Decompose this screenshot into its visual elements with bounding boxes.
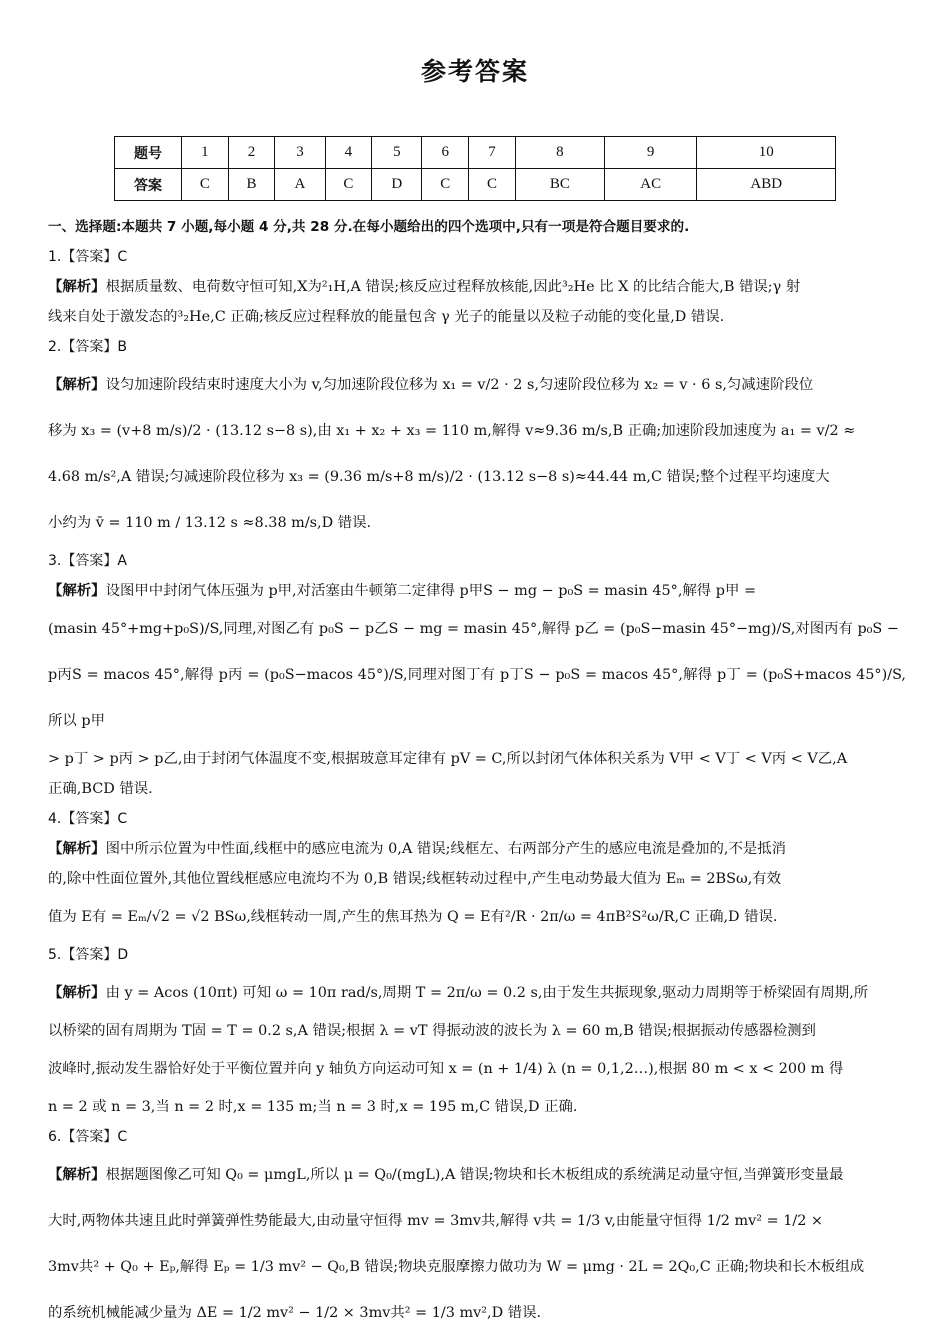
question-5-answer: 5.【答案】D — [48, 947, 129, 963]
text-line: p丙S = macos 45°,解得 p丙 = (p₀S−macos 45°)/S,同理对图丁有 p丁S − p₀S = macos 45°,解得 p丁 = (p₀S+macos 45°)/S,所以 p甲 — [48, 667, 906, 729]
question-4-answer: 4.【答案】C — [48, 811, 128, 827]
question-6-answer: 6.【答案】C — [48, 1129, 128, 1145]
answer-cell: C — [469, 169, 516, 201]
text-line: 3mv共² + Q₀ + Eₚ,解得 Eₚ = 1/3 mv² − Q₀,B 错误;物块克服摩擦力做功为 W = μmg · 2L = 2Q₀,C 正确;物块和长木板组成 — [48, 1259, 865, 1275]
explain-tag: 【解析】 — [48, 841, 106, 857]
explain-tag: 【解析】 — [48, 985, 106, 1001]
text-line: 移为 x₃ = (v+8 m/s)/2 · (13.12 s−8 s),由 x₁ + x₂ + x₃ = 110 m,解得 v≈9.36 m/s,B 正确;加速阶段加速度为 a₁ = v/2 ≈ — [48, 423, 856, 439]
explain-tag: 【解析】 — [48, 583, 106, 599]
section-heading: 一、选择题:本题共 7 小题,每小题 4 分,共 28 分.在每小题给出的四个选项中,只有一项是符合题目要求的. — [48, 219, 690, 235]
answer-table — [114, 136, 836, 201]
table-row — [115, 137, 836, 169]
question-4-explanation: 【解析】图中所示位置为中性面,线框中的感应电流为 0,A 错误;线框左、右两部分产生的感应电流是叠加的,不是抵消 — [48, 841, 787, 857]
question-3-answer: 3.【答案】A — [48, 553, 127, 569]
question-3-explanation: 【解析】设图甲中封闭气体压强为 p甲,对活塞由牛顿第二定律得 p甲S − mg − p₀S = masin 45°,解得 p甲 = — [48, 583, 757, 599]
text-line: > p丁 > p丙 > p乙,由于封闭气体温度不变,根据玻意耳定律有 pV = C,所以封闭气体体积关系为 V甲 < V丁 < V丙 < V乙,A — [48, 751, 848, 767]
text-line: 的系统机械能减少量为 ΔE = 1/2 mv² − 1/2 × 3mv共² = 1/3 mv²,D 错误. — [48, 1305, 542, 1321]
answer-cell: A — [275, 169, 325, 201]
text-line: (masin 45°+mg+p₀S)/S,同理,对图乙有 p₀S − p乙S − mg = masin 45°,解得 p乙 = (p₀S−masin 45°−mg)/S,对图丙有 p₀S − — [48, 621, 899, 637]
number-cell: 6 — [422, 137, 469, 169]
answer-cell: BC — [515, 169, 604, 201]
question-2-answer: 2.【答案】B — [48, 339, 127, 355]
number-cell: 9 — [604, 137, 697, 169]
number-cell: 2 — [228, 137, 275, 169]
answer-cell: C — [325, 169, 372, 201]
number-cell: 10 — [697, 137, 836, 169]
number-cell: 7 — [469, 137, 516, 169]
question-5-explanation: 【解析】由 y = Acos (10πt) 可知 ω = 10π rad/s,周期 T = 2π/ω = 0.2 s,由于发生共振现象,驱动力周期等于桥梁固有周期,所 — [48, 985, 869, 1001]
number-cell: 4 — [325, 137, 372, 169]
text-line: 大时,两物体共速且此时弹簧弹性势能最大,由动量守恒得 mv = 3mv共,解得 v共 = 1/3 v,由能量守恒得 1/2 mv² = 1/2 × — [48, 1213, 823, 1229]
page-title: 参考答案 — [420, 57, 529, 86]
text-line: 以桥梁的固有周期为 T固 = T = 0.2 s,A 错误;根据 λ = vT 得振动波的波长为 λ = 60 m,B 错误;根据振动传感器检测到 — [48, 1023, 816, 1039]
question-6-explanation: 【解析】根据题图像乙可知 Q₀ = μmgL,所以 μ = Q₀/(mgL),A 错误;物块和长木板组成的系统满足动量守恒,当弹簧形变量最 — [48, 1167, 844, 1183]
explain-tag: 【解析】 — [48, 1167, 106, 1183]
text-line: 4.68 m/s²,A 错误;匀减速阶段位移为 x₃ = (9.36 m/s+8 m/s)/2 · (13.12 s−8 s)≈44.44 m,C 错误;整个过程平均速度大 — [48, 469, 830, 485]
row-header: 答案 — [115, 169, 182, 201]
answer-cell: AC — [604, 169, 697, 201]
text-line: 值为 E有 = Eₘ/√2 = √2 BSω,线框转动一周,产生的焦耳热为 Q = E有²/R · 2π/ω = 4πB²S²ω/R,C 正确,D 错误. — [48, 909, 778, 925]
table-row — [115, 169, 836, 201]
question-1-explanation: 【解析】根据质量数、电荷数守恒可知,X为²₁H,A 错误;核反应过程释放核能,因此³₂He 比 X 的比结合能大,B 错误;γ 射 — [48, 279, 801, 295]
question-2-explanation: 【解析】设匀加速阶段结束时速度大小为 v,匀加速阶段位移为 x₁ = v/2 · 2 s,匀速阶段位移为 x₂ = v · 6 s,匀减速阶段位 — [48, 377, 814, 393]
answer-cell: C — [422, 169, 469, 201]
answer-cell: B — [228, 169, 275, 201]
explain-tag: 【解析】 — [48, 377, 106, 393]
number-cell: 3 — [275, 137, 325, 169]
number-cell: 5 — [372, 137, 422, 169]
text-line: 线来自处于激发态的³₂He,C 正确;核反应过程释放的能量包含 γ 光子的能量以及粒子动能的变化量,D 错误. — [48, 309, 725, 325]
answer-content — [48, 212, 906, 1336]
text-line: n = 2 或 n = 3,当 n = 2 时,x = 135 m;当 n = 3 时,x = 195 m,C 错误,D 正确. — [48, 1099, 578, 1115]
text-line: 正确,BCD 错误. — [48, 781, 153, 797]
text-line: 的,除中性面位置外,其他位置线框感应电流均不为 0,B 错误;线框转动过程中,产生电动势最大值为 Eₘ = 2BSω,有效 — [48, 871, 782, 887]
explain-tag: 【解析】 — [48, 279, 106, 295]
number-cell: 1 — [182, 137, 229, 169]
answer-cell: C — [182, 169, 229, 201]
answer-cell: D — [372, 169, 422, 201]
number-cell: 8 — [515, 137, 604, 169]
text-line: 波峰时,振动发生器恰好处于平衡位置并向 y 轴负方向运动可知 x = (n + 1/4) λ (n = 0,1,2…),根据 80 m < x < 200 m 得 — [48, 1061, 844, 1077]
question-1-answer: 1.【答案】C — [48, 249, 128, 265]
answer-cell: ABD — [697, 169, 836, 201]
text-line: 小约为 v̄ = 110 m / 13.12 s ≈8.38 m/s,D 错误. — [48, 515, 372, 531]
row-header: 题号 — [115, 137, 182, 169]
